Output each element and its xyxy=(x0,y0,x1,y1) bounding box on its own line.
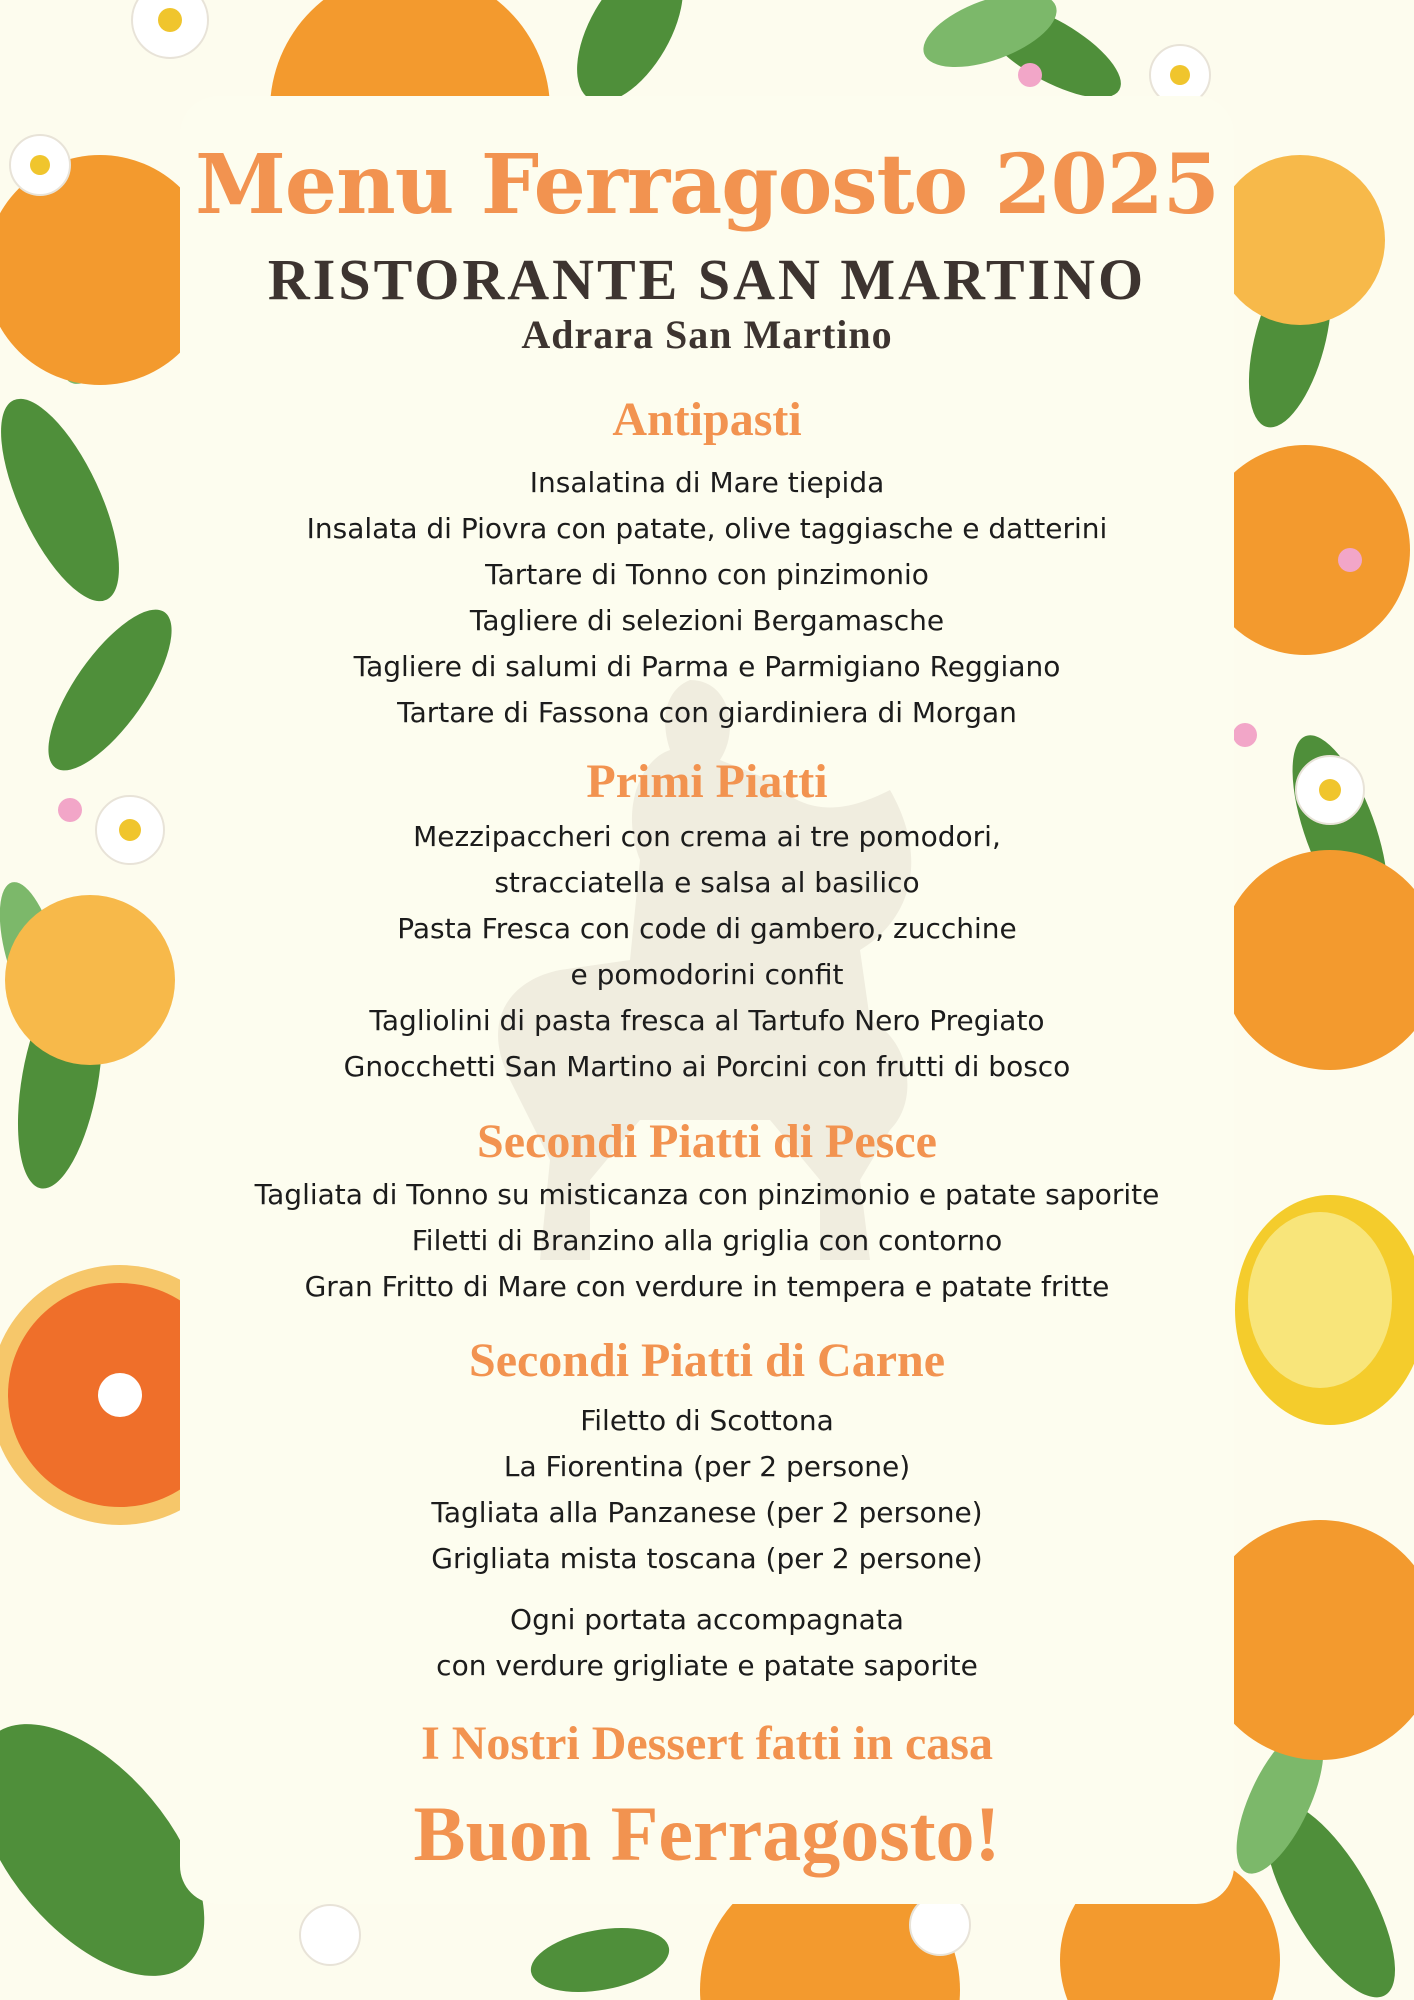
menu-item: Pasta Fresca con code di gambero, zucchine xyxy=(397,912,1017,945)
section-heading-secondi-pesce: Secondi Piatti di Pesce xyxy=(477,1115,937,1168)
menu-item: La Fiorentina (per 2 persone) xyxy=(503,1450,911,1483)
section-heading-secondi-carne: Secondi Piatti di Carne xyxy=(469,1334,945,1387)
section-heading-antipasti: Antipasti xyxy=(612,393,802,446)
menu-item: Tagliata di Tonno su misticanza con pinzimonio e patate saporite xyxy=(254,1178,1160,1211)
note-line: con verdure grigliate e patate saporite xyxy=(436,1649,978,1682)
restaurant-location: Adrara San Martino xyxy=(521,312,893,357)
menu-item: Tagliere di salumi di Parma e Parmigiano Reggiano xyxy=(353,650,1061,683)
menu-item: Gran Fritto di Mare con verdure in tempera e patate fritte xyxy=(304,1270,1110,1303)
menu-item: Tagliere di selezioni Bergamasche xyxy=(469,604,945,637)
menu-item: Tartare di Fassona con giardiniera di Morgan xyxy=(397,696,1017,729)
menu-item: Insalata di Piovra con patate, olive taggiasche e datterini xyxy=(306,512,1108,545)
closing-greeting: Buon Ferragosto! xyxy=(413,1790,1001,1877)
menu-item: Grigliata mista toscana (per 2 persone) xyxy=(431,1542,983,1575)
menu-item: Filetto di Scottona xyxy=(580,1404,834,1437)
menu-item: Tagliata alla Panzanese (per 2 persone) xyxy=(431,1496,983,1529)
menu-item: Gnocchetti San Martino ai Porcini con frutti di bosco xyxy=(343,1050,1071,1083)
secondi-carne-list xyxy=(180,1398,1234,1582)
menu-item: Insalatina di Mare tiepida xyxy=(529,466,885,499)
note-line: Ogni portata accompagnata xyxy=(510,1603,904,1636)
restaurant-name: RISTORANTE SAN MARTINO xyxy=(267,247,1147,312)
accompaniment-note xyxy=(180,1597,1234,1689)
menu-title: Menu Ferragosto 2025 xyxy=(195,137,1219,233)
section-heading-primi-piatti: Primi Piatti xyxy=(586,755,828,808)
secondi-pesce-list xyxy=(180,1172,1234,1310)
menu-item: Mezzipaccheri con crema ai tre pomodori, xyxy=(413,820,1001,853)
menu-item: Tagliolini di pasta fresca al Tartufo Nero Pregiato xyxy=(369,1004,1045,1037)
menu-item: Tartare di Tonno con pinzimonio xyxy=(485,558,929,591)
menu-item: Filetti di Branzino alla griglia con contorno xyxy=(411,1224,1003,1257)
antipasti-list xyxy=(180,460,1234,736)
dessert-heading: I Nostri Dessert fatti in casa xyxy=(421,1717,993,1770)
menu-item: e pomodorini confit xyxy=(570,958,844,991)
primi-piatti-list xyxy=(180,814,1234,1090)
menu-item: stracciatella e salsa al basilico xyxy=(494,866,920,899)
